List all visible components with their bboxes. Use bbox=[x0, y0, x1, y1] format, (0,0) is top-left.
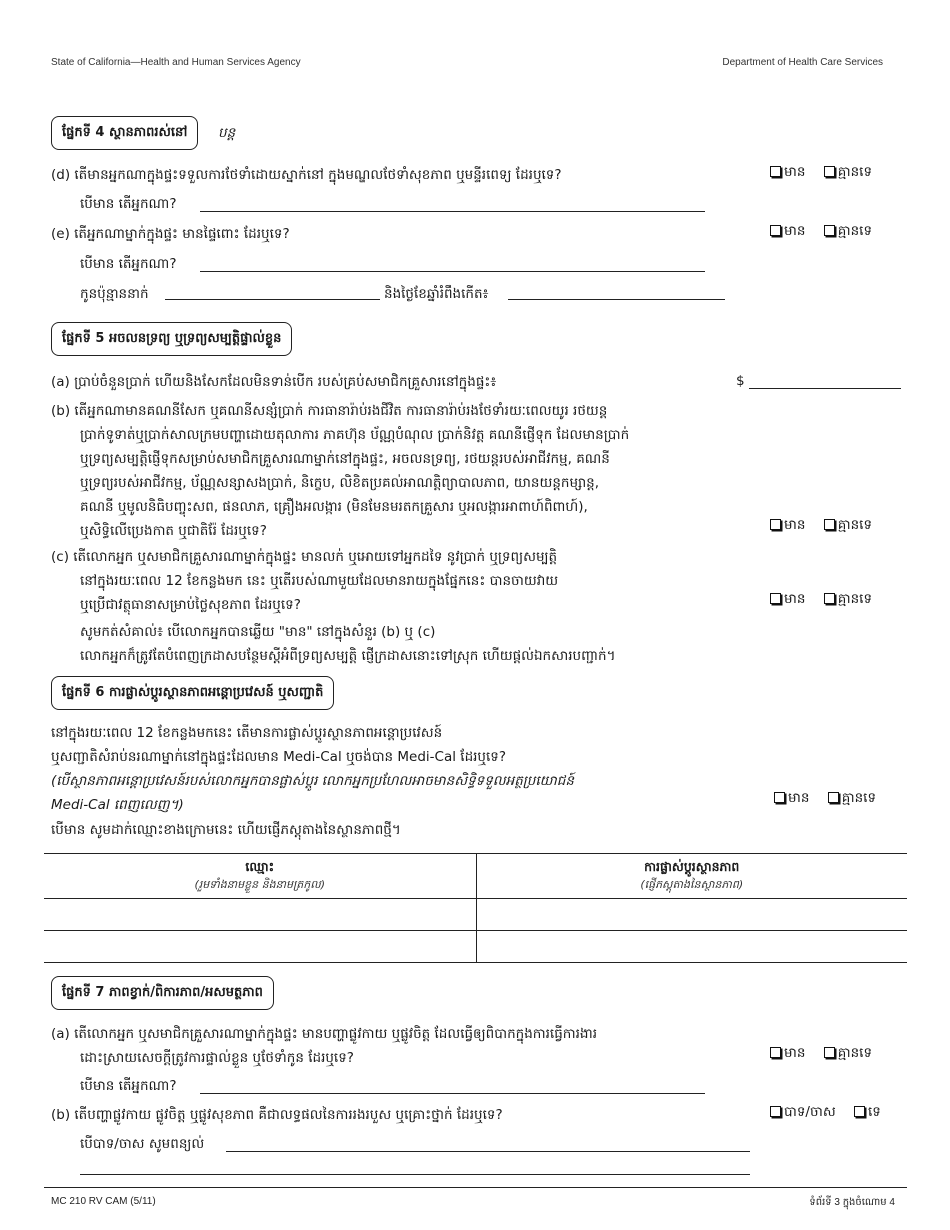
option-no[interactable]: គ្មានទេ bbox=[824, 1045, 872, 1061]
option-no[interactable]: គ្មានទេ bbox=[824, 517, 872, 533]
footer-divider bbox=[44, 1187, 907, 1188]
checkbox-icon[interactable] bbox=[854, 1106, 865, 1117]
section-4-continued: បន្ត bbox=[218, 125, 236, 141]
option-no[interactable]: គ្មានទេ bbox=[824, 164, 872, 180]
question-6-italic-line: (បើស្ថានភាពអន្តោប្រវេសន៍របស់លោកអ្នកបានផ្លាស់ប្តូរ លោកអ្នកប្រហែលអាចមានសិទ្ធិទទួលអត្ថប្រយោជន៍ bbox=[51, 773, 574, 789]
question-4e-who-field[interactable] bbox=[200, 271, 705, 272]
question-5b-line: ឬសិទ្ធិលើប្រេងកាត ឬជាតិរ៉ែ ដែរឬទេ? bbox=[80, 523, 267, 539]
question-5c-line: ឬប្រើជាវត្ថុធានាសម្រាប់ថ្លៃសុខភាព ដែរឬទេ? bbox=[80, 597, 301, 613]
question-6 bbox=[51, 721, 574, 817]
section-5-title: ផ្នែកទី 5 អចលនទ្រព្យ ឬទ្រព្យសម្បត្តិផ្ទាល់ខ្លួន bbox=[51, 322, 292, 356]
question-4d-options bbox=[770, 163, 886, 183]
question-5c-line: (c) តើលោកអ្នក ឬសមាជិកគ្រួសារណាម្នាក់ក្នុងផ្ទះ មានលក់ ឬអោយទៅអ្នកដទៃ នូវប្រាក់ ឬទ្រព្យសម្បត្តិ bbox=[51, 549, 558, 565]
checkbox-icon[interactable] bbox=[824, 519, 835, 530]
option-no[interactable]: គ្មានទេ bbox=[824, 223, 872, 239]
option-yes[interactable]: មាន bbox=[770, 164, 805, 180]
status-cell[interactable] bbox=[476, 899, 907, 931]
status-column-title: ការផ្លាស់ប្តូរស្ថានភាព bbox=[644, 858, 740, 874]
note-line: សូមកត់សំគាល់៖ បើលោកអ្នកបានឆ្លើយ "មាន" នៅក្នុងសំនួរ (b) ឬ (c) bbox=[80, 624, 436, 640]
question-7b-explain-label: បើបាទ/ចាស សូមពន្យល់ bbox=[80, 1136, 205, 1152]
question-5b-line: គណនី ឬមូលនិធិបញ្ចុះសព, ផនលាភ, គ្រឿងអលង្ការ (មិនមែនមរតកគ្រួសារ ឬអលង្ការអាពាហ៍ពិពាហ៍), bbox=[80, 499, 588, 515]
status-change-table bbox=[44, 853, 907, 963]
question-6-options bbox=[774, 789, 890, 809]
question-4d-who-label: បើមាន តើអ្នកណា? bbox=[80, 196, 177, 212]
option-no[interactable]: គ្មានទេ bbox=[824, 591, 872, 607]
checkbox-icon[interactable] bbox=[824, 1047, 835, 1058]
question-7a-options bbox=[770, 1044, 886, 1064]
option-yes[interactable]: មាន bbox=[770, 223, 805, 239]
question-6-instruction: បើមាន សូមដាក់ឈ្មោះខាងក្រោមនេះ ហើយផ្ញើភស្តុតាងនៃស្ថានភាពថ្មី។ bbox=[51, 822, 401, 838]
question-4e: (e) តើអ្នកណាម្នាក់ក្នុងផ្ទះ មានផ្ទៃពោះ ដែរឬទេ? bbox=[51, 226, 290, 242]
status-cell[interactable] bbox=[476, 931, 907, 963]
section-4-title: ផ្នែកទី 4 ស្ថានភាពរស់នៅ bbox=[51, 116, 198, 150]
question-7a-line: ដោះស្រាយសេចក្តីត្រូវការផ្ទាល់ខ្លួន ឬថែទាំកូន ដែរឬទេ? bbox=[80, 1050, 354, 1066]
question-7a-line: (a) តើលោកអ្នក ឬសមាជិកគ្រួសារណាម្នាក់ក្នុងផ្ទះ មានបញ្ហាផ្លូវកាយ ឬផ្លូវចិត្ត ដែលធ្វើឲ្យពិបាកក្នុងការធ្វើការងារ bbox=[51, 1026, 598, 1042]
name-cell[interactable] bbox=[44, 931, 476, 963]
question-6-line: នៅក្នុងរយៈពេល 12 ខែកន្លងមកនេះ តើមានការផ្លាស់ប្តូរស្ថានភាពអន្តោប្រវេសន៍ bbox=[51, 725, 443, 741]
question-4e-children-field[interactable] bbox=[165, 299, 380, 300]
checkbox-icon[interactable] bbox=[770, 225, 781, 236]
question-5b-line: ឬទ្រព្យសម្បត្តិផ្ញើទុកសម្រាប់សមាជិកគ្រួសារណាម្នាក់នៅក្នុងផ្ទះ, អចលនទ្រព្យ, រថយន្តរបស់អាជីវកម្ម, គណនី bbox=[80, 451, 610, 467]
question-4e-who-label: បើមាន តើអ្នកណា? bbox=[80, 256, 177, 272]
form-number: MC 210 RV CAM (5/11) bbox=[51, 1196, 156, 1207]
checkbox-icon[interactable] bbox=[770, 519, 781, 530]
question-4e-children-label: កូនប៉ុន្មាននាក់ bbox=[80, 286, 149, 302]
status-column-subtitle: (ផ្ញើភស្តុតាងនៃស្ថានភាព) bbox=[640, 877, 744, 891]
question-5c bbox=[51, 545, 558, 617]
agency-header: State of California—Health and Human Services Agency bbox=[51, 57, 301, 68]
question-5b bbox=[51, 399, 629, 543]
name-cell[interactable] bbox=[44, 899, 476, 931]
note-line: លោកអ្នកក៏ត្រូវតែបំពេញក្រដាសបន្ថែមស្តីអំពីទ្រព្យសម្បត្តិ ផ្ញើក្រដាសនោះទៅស្រុក ហើយផ្តល់ឯកសារបញ្ជាក់។ bbox=[80, 648, 616, 664]
name-column-title: ឈ្មោះ bbox=[245, 858, 275, 874]
checkbox-icon[interactable] bbox=[828, 792, 839, 803]
option-yes[interactable]: មាន bbox=[770, 591, 805, 607]
question-4e-due-field[interactable] bbox=[508, 299, 725, 300]
question-7b: (b) តើបញ្ហាផ្លូវកាយ ផ្លូវចិត្ត ឬផ្លូវសុខភាព គឺជាលទ្ធផលនៃការរងរបួស ឬគ្រោះថ្នាក់ ដែរឬទេ? bbox=[51, 1107, 503, 1123]
question-5a-amount-field[interactable] bbox=[749, 388, 901, 389]
name-column-subtitle: (រួមទាំងនាមខ្លួន និងនាមត្រកូល) bbox=[194, 877, 326, 891]
question-6-line: ឬសញ្ជាតិសំរាប់នរណាម្នាក់នៅក្នុងផ្ទះដែលមាន Medi-Cal ឬចង់បាន Medi-Cal ដែរឬទេ? bbox=[51, 749, 507, 765]
question-5b-line: ប្រាក់ទូទាត់ឬប្រាក់សាលក្រមបញ្ហាដោយតុលាការ ភាគហ៊ុន ប័ណ្ណបំណុល ប្រាក់និវត្ត គណនីផ្ញើទុក ដែលមានប្រាក់ bbox=[80, 427, 630, 443]
question-5c-line: នៅក្នុងរយៈពេល 12 ខែកន្លងមក នេះ ឬតើរបស់ណាមួយដែលមានរាយក្នុងផ្នែកនេះ បានចាយវាយ bbox=[80, 573, 559, 589]
option-yes[interactable]: មាន bbox=[770, 1045, 805, 1061]
table-header-row bbox=[44, 854, 907, 899]
question-4d-who-field[interactable] bbox=[200, 211, 705, 212]
option-no[interactable]: គ្មានទេ bbox=[828, 790, 876, 806]
question-5b-line: (b) តើអ្នកណាមានគណនីសែក ឬគណនីសន្សំប្រាក់ ការធានារ៉ាប់រងជីវិត ការធានារ៉ាប់រងថែទាំរយៈពេលយូរ រថយន្ត bbox=[51, 403, 608, 419]
checkbox-icon[interactable] bbox=[770, 1106, 781, 1117]
question-5b-line: ឬទ្រព្យរបស់អាជីវកម្ម, ប័ណ្ណសន្សាសងប្រាក់, និក្ខេប, លិខិតប្រគល់អាណត្តិព្យាបាលភាព, យានយន្តកម្សាន្ត, bbox=[80, 475, 600, 491]
checkbox-icon[interactable] bbox=[774, 792, 785, 803]
question-5a: (a) ប្រាប់ចំនួនប្រាក់ ហើយនិងសែកដែលមិនទាន់បើក របស់គ្រប់សមាជិកគ្រួសារនៅក្នុងផ្ទះ៖ bbox=[51, 374, 497, 390]
table-row bbox=[44, 931, 907, 963]
checkbox-icon[interactable] bbox=[770, 166, 781, 177]
checkbox-icon[interactable] bbox=[824, 225, 835, 236]
option-no[interactable]: ទេ bbox=[854, 1104, 881, 1120]
question-5c-options bbox=[770, 590, 886, 610]
checkbox-icon[interactable] bbox=[770, 1047, 781, 1058]
question-4e-due-label: និងថ្ងៃខែឆ្នាំរំពឹងកើត៖ bbox=[384, 286, 489, 302]
question-6-italic-line: Medi-Cal ពេញលេញ។) bbox=[51, 797, 184, 813]
section-6-title: ផ្នែកទី 6 ការផ្លាស់ប្តូរស្ថានភាពអន្តោប្រវេសន៍ ឬសញ្ជាតិ bbox=[51, 676, 334, 710]
checkbox-icon[interactable] bbox=[824, 166, 835, 177]
department-header: Department of Health Care Services bbox=[722, 57, 883, 68]
status-column-header bbox=[476, 854, 907, 899]
question-7a-who-field[interactable] bbox=[200, 1093, 705, 1094]
option-yes[interactable]: មាន bbox=[770, 517, 805, 533]
checkbox-icon[interactable] bbox=[770, 593, 781, 604]
question-7b-options bbox=[770, 1103, 895, 1123]
question-7a-who-label: បើមាន តើអ្នកណា? bbox=[80, 1078, 177, 1094]
question-7a bbox=[51, 1022, 597, 1070]
checkbox-icon[interactable] bbox=[824, 593, 835, 604]
section-7-title: ផ្នែកទី 7 ភាពខ្វាក់/ពិការភាព/អសមត្ថភាព bbox=[51, 976, 274, 1010]
question-4e-options bbox=[770, 222, 886, 242]
option-yes[interactable]: មាន bbox=[774, 790, 809, 806]
question-7b-explain-field-2[interactable] bbox=[80, 1174, 750, 1175]
name-column-header bbox=[44, 854, 476, 899]
option-yes[interactable]: បាទ/ចាស bbox=[770, 1104, 836, 1120]
question-5b-options bbox=[770, 516, 886, 536]
page-number: ទំព័រទី 3 ក្នុងចំណោម 4 bbox=[809, 1197, 895, 1208]
section-5-note bbox=[80, 620, 615, 668]
question-7b-explain-field[interactable] bbox=[226, 1151, 750, 1152]
dollar-sign: $ bbox=[736, 373, 745, 389]
table-row bbox=[44, 899, 907, 931]
question-4d: (d) តើមានអ្នកណាក្នុងផ្ទះទទួលការថែទាំដោយស្នាក់នៅ ក្នុងមណ្ឌលថែទាំសុខភាព ឬមន្ទីរពេទ្យ ដែរឬទេ? bbox=[51, 167, 562, 183]
